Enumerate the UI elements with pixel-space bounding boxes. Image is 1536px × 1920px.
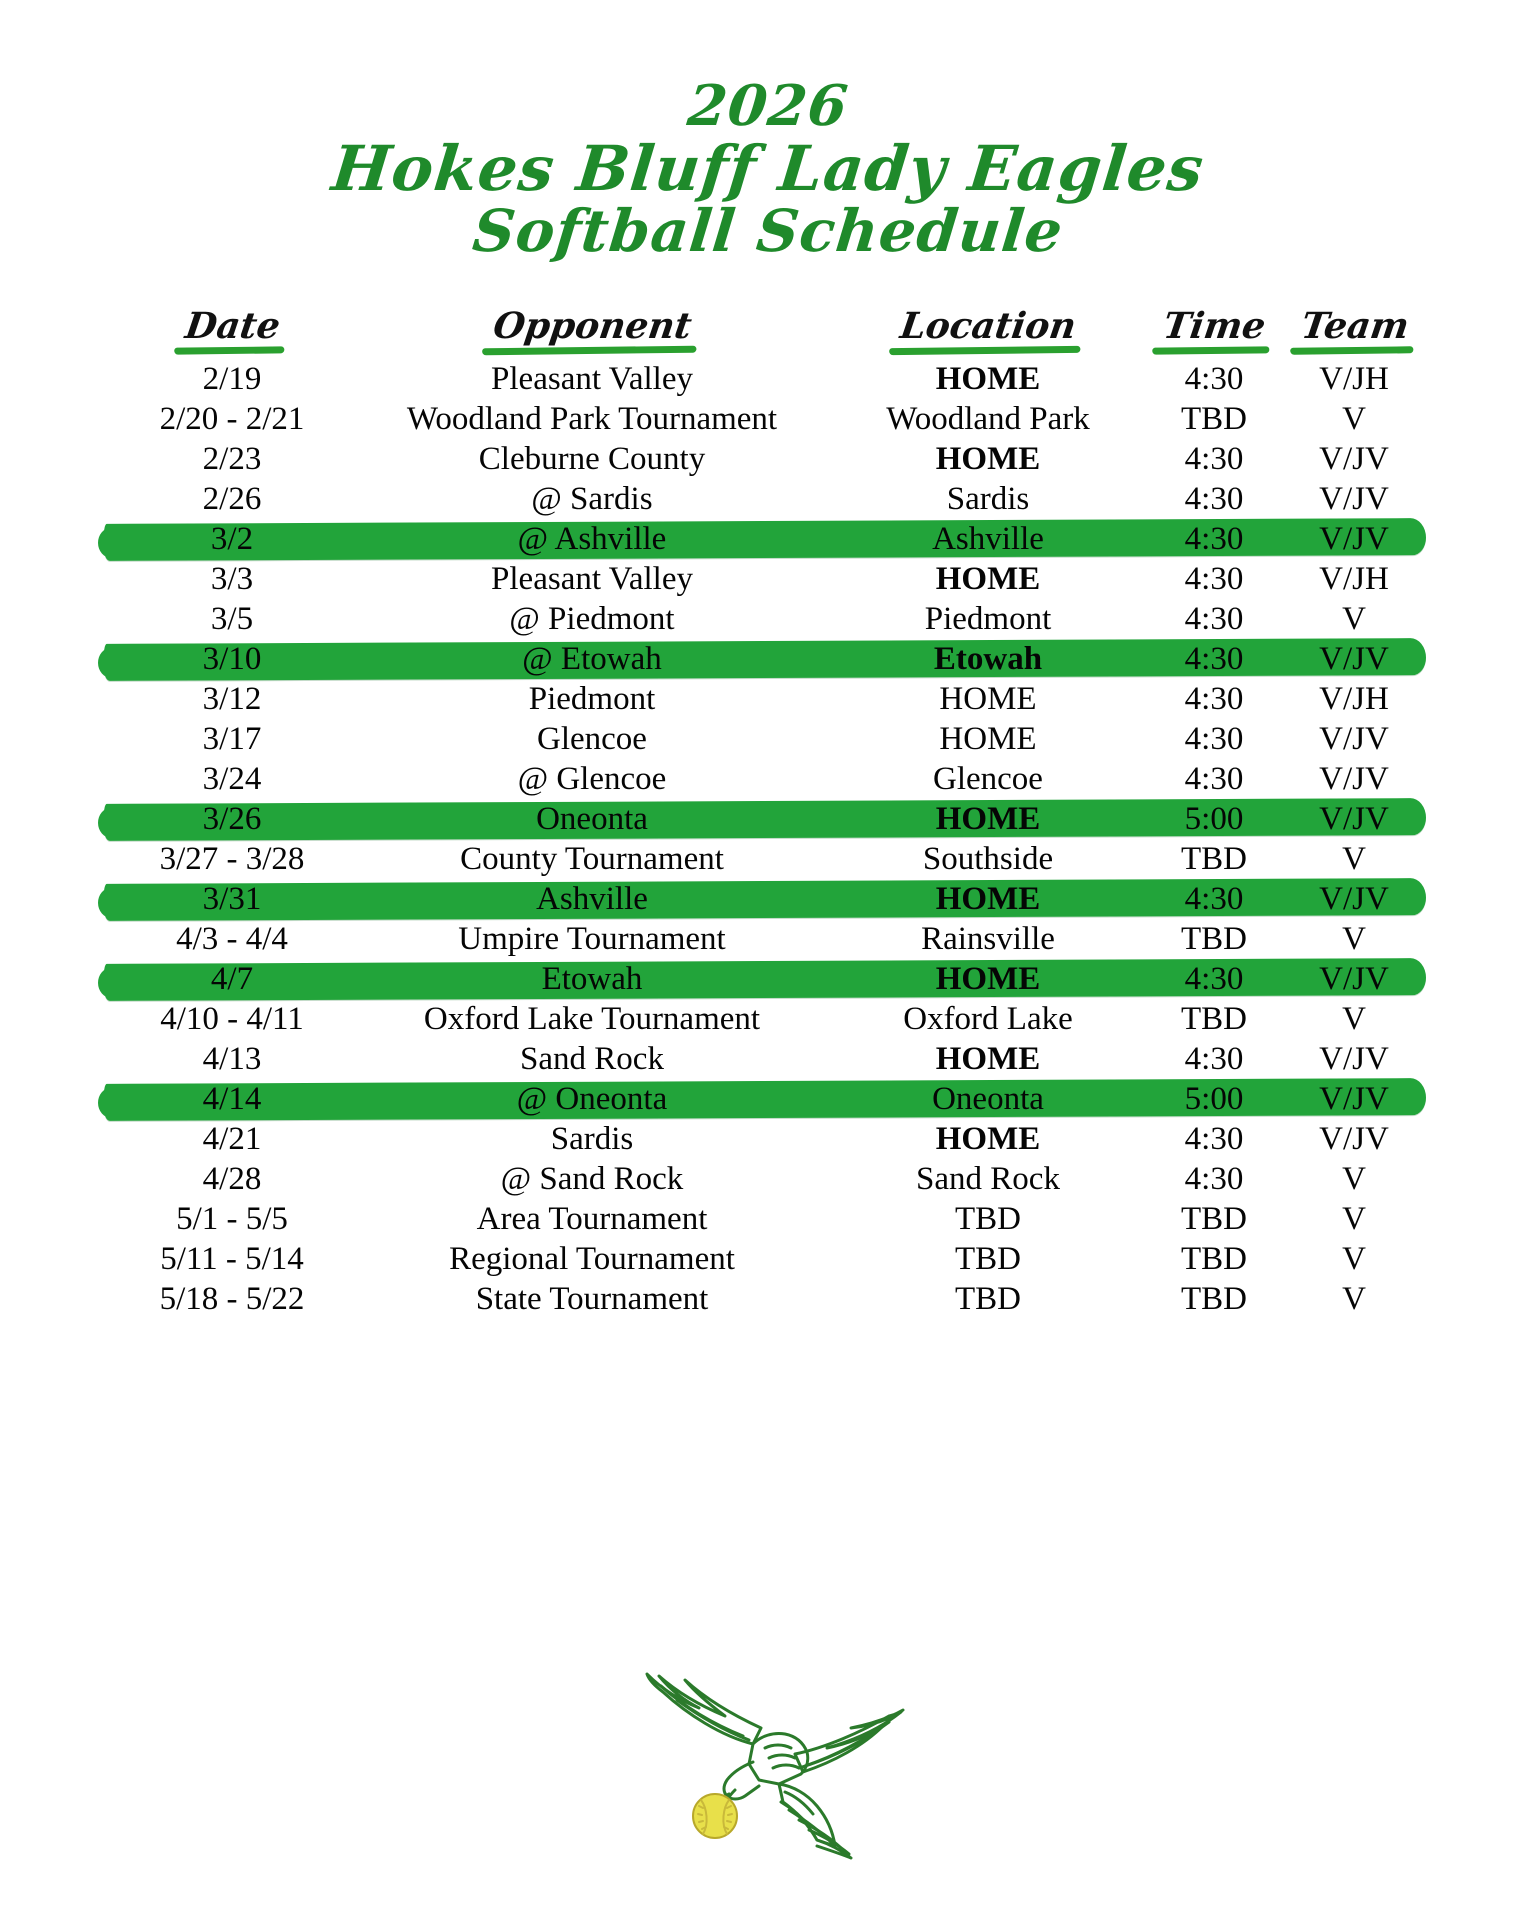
cell-date: 3/24 (202, 761, 262, 797)
cell-opponent: Glencoe (537, 721, 647, 757)
cell-opponent: Piedmont (528, 681, 656, 717)
header-label-opponent: Opponent (482, 308, 702, 354)
table-row (118, 720, 1418, 760)
cell-location: Oxford Lake (903, 1001, 1073, 1037)
table-header-row (118, 304, 1418, 360)
table-row (118, 760, 1418, 800)
cell-date: 2/19 (202, 361, 262, 397)
cell-team: V/JV (1319, 961, 1389, 997)
table-row (118, 880, 1418, 920)
table-row (118, 1120, 1418, 1160)
cell-time: 4:30 (1184, 521, 1244, 557)
cell-date: 3/12 (202, 681, 262, 717)
header-label-date: Date (174, 308, 291, 354)
cell-opponent: @ Etowah (522, 641, 662, 677)
table-row (118, 1080, 1418, 1120)
table-row (118, 840, 1418, 880)
cell-location: Glencoe (933, 761, 1043, 797)
cell-time: 4:30 (1184, 881, 1244, 917)
cell-location: HOME (935, 961, 1041, 997)
cell-team: V/JV (1319, 1041, 1389, 1077)
cell-time: 4:30 (1184, 641, 1244, 677)
cell-team: V/JH (1319, 361, 1389, 397)
cell-date: 3/26 (202, 801, 262, 837)
cell-date: 5/18 - 5/22 (159, 1281, 305, 1317)
title-subtitle: Softball Schedule (469, 197, 1067, 266)
cell-time: 4:30 (1184, 721, 1244, 757)
cell-opponent: Etowah (541, 961, 643, 997)
table-row (118, 1000, 1418, 1040)
cell-date: 3/17 (202, 721, 262, 757)
cell-date: 4/13 (202, 1041, 262, 1077)
cell-team: V/JH (1319, 561, 1389, 597)
cell-location: TBD (955, 1241, 1021, 1277)
cell-team: V (1342, 1201, 1366, 1237)
cell-time: TBD (1181, 841, 1247, 877)
cell-time: TBD (1181, 1241, 1247, 1277)
cell-opponent: Pleasant Valley (491, 561, 693, 597)
cell-team: V/JV (1319, 481, 1389, 517)
table-row (118, 400, 1418, 440)
cell-location: Ashville (932, 521, 1044, 557)
cell-date: 3/5 (210, 601, 254, 637)
cell-opponent: Oxford Lake Tournament (423, 1001, 761, 1037)
table-row (118, 960, 1418, 1000)
cell-location: Sardis (946, 481, 1030, 517)
cell-opponent: Area Tournament (476, 1201, 708, 1237)
cell-team: V/JV (1319, 441, 1389, 477)
cell-location: HOME (935, 361, 1041, 397)
cell-location: Piedmont (924, 601, 1052, 637)
cell-location: TBD (955, 1281, 1021, 1317)
cell-opponent: Sand Rock (520, 1041, 664, 1077)
cell-date: 3/3 (210, 561, 254, 597)
cell-date: 5/11 - 5/14 (160, 1241, 304, 1277)
cell-opponent: Cleburne County (478, 441, 706, 477)
eagle-with-softball-logo (0, 1644, 1536, 1894)
header-label-time: Time (1152, 308, 1276, 354)
table-row (118, 440, 1418, 480)
table-row (118, 520, 1418, 560)
cell-opponent: Woodland Park Tournament (406, 401, 778, 437)
cell-opponent: Regional Tournament (449, 1241, 735, 1277)
cell-team: V (1342, 601, 1366, 637)
cell-opponent: Oneonta (536, 801, 648, 837)
cell-time: TBD (1181, 1281, 1247, 1317)
cell-time: 4:30 (1184, 361, 1244, 397)
cell-opponent: Umpire Tournament (458, 921, 726, 957)
cell-date: 3/31 (202, 881, 262, 917)
cell-time: TBD (1181, 401, 1247, 437)
cell-opponent: @ Sardis (531, 481, 653, 517)
cell-time: 4:30 (1184, 1041, 1244, 1077)
cell-location: HOME (939, 721, 1037, 757)
schedule-container (118, 304, 1418, 1320)
table-row (118, 360, 1418, 400)
cell-time: 5:00 (1184, 801, 1244, 837)
cell-date: 4/21 (202, 1121, 262, 1157)
column-header-date (118, 304, 346, 360)
cell-date: 5/1 - 5/5 (176, 1201, 288, 1237)
cell-date: 4/28 (202, 1161, 262, 1197)
cell-team: V/JV (1319, 761, 1389, 797)
cell-time: 4:30 (1184, 1121, 1244, 1157)
cell-team: V/JV (1319, 1121, 1389, 1157)
table-row (118, 1160, 1418, 1200)
cell-location: HOME (935, 1121, 1041, 1157)
cell-location: HOME (935, 441, 1041, 477)
schedule-table (118, 304, 1418, 1320)
cell-date: 4/3 - 4/4 (176, 921, 288, 957)
cell-team: V/JV (1319, 721, 1389, 757)
cell-team: V (1342, 1161, 1366, 1197)
cell-team: V/JV (1319, 1081, 1389, 1117)
cell-team: V/JV (1319, 801, 1389, 837)
cell-time: TBD (1181, 921, 1247, 957)
cell-location: Etowah (933, 641, 1043, 677)
column-header-opponent (346, 304, 838, 360)
cell-location: Woodland Park (886, 401, 1090, 437)
cell-location: HOME (935, 1041, 1041, 1077)
page-title (0, 0, 1536, 266)
table-row (118, 1200, 1418, 1240)
cell-opponent: State Tournament (475, 1281, 709, 1317)
cell-date: 2/20 - 2/21 (159, 401, 305, 437)
cell-location: HOME (935, 881, 1041, 917)
header-label-location: Location (889, 308, 1087, 354)
cell-date: 4/14 (202, 1081, 262, 1117)
cell-opponent: County Tournament (460, 841, 724, 877)
cell-date: 4/7 (210, 961, 254, 997)
cell-date: 4/10 - 4/11 (160, 1001, 304, 1037)
table-row (118, 480, 1418, 520)
cell-location: HOME (939, 681, 1037, 717)
cell-location: Sand Rock (916, 1161, 1060, 1197)
cell-time: 4:30 (1184, 761, 1244, 797)
cell-time: 5:00 (1184, 1081, 1244, 1117)
cell-date: 2/26 (202, 481, 262, 517)
cell-team: V/JV (1319, 641, 1389, 677)
cell-date: 3/27 - 3/28 (159, 841, 305, 877)
cell-location: HOME (935, 801, 1041, 837)
cell-team: V/JV (1319, 881, 1389, 917)
table-row (118, 560, 1418, 600)
cell-date: 3/2 (210, 521, 254, 557)
cell-time: 4:30 (1184, 961, 1244, 997)
column-header-team (1290, 304, 1418, 360)
eagle-icon (603, 1644, 933, 1894)
cell-team: V (1342, 401, 1366, 437)
table-row (118, 1040, 1418, 1080)
cell-opponent: @ Piedmont (509, 601, 675, 637)
title-year: 2026 (684, 73, 852, 139)
cell-opponent: @ Ashville (517, 521, 667, 557)
schedule-body (118, 360, 1418, 1320)
cell-team: V (1342, 921, 1366, 957)
cell-location: Rainsville (921, 921, 1055, 957)
cell-team: V/JH (1319, 681, 1389, 717)
table-row (118, 1240, 1418, 1280)
table-row (118, 920, 1418, 960)
table-row (118, 1280, 1418, 1320)
cell-opponent: @ Oneonta (516, 1081, 668, 1117)
cell-opponent: Ashville (536, 881, 648, 917)
cell-time: 4:30 (1184, 441, 1244, 477)
cell-time: 4:30 (1184, 561, 1244, 597)
cell-team: V (1342, 1281, 1366, 1317)
cell-team: V (1342, 1001, 1366, 1037)
table-row (118, 800, 1418, 840)
cell-team: V/JV (1319, 521, 1389, 557)
table-row (118, 640, 1418, 680)
cell-opponent: @ Sand Rock (500, 1161, 684, 1197)
cell-location: HOME (935, 561, 1041, 597)
cell-time: 4:30 (1184, 481, 1244, 517)
cell-location: TBD (955, 1201, 1021, 1237)
cell-location: Oneonta (932, 1081, 1044, 1117)
cell-time: 4:30 (1184, 601, 1244, 637)
cell-time: 4:30 (1184, 1161, 1244, 1197)
cell-location: Southside (922, 841, 1054, 877)
header-label-team: Team (1289, 308, 1418, 354)
cell-team: V (1342, 841, 1366, 877)
cell-time: TBD (1181, 1001, 1247, 1037)
cell-time: 4:30 (1184, 681, 1244, 717)
table-row (118, 680, 1418, 720)
cell-time: TBD (1181, 1201, 1247, 1237)
cell-date: 2/23 (202, 441, 262, 477)
cell-opponent: @ Glencoe (517, 761, 667, 797)
cell-opponent: Pleasant Valley (491, 361, 693, 397)
cell-opponent: Sardis (550, 1121, 634, 1157)
cell-team: V (1342, 1241, 1366, 1277)
column-header-location (838, 304, 1138, 360)
title-team: Hokes Bluff Lady Eagles (328, 132, 1208, 206)
softball-icon (693, 1794, 737, 1838)
column-header-time (1138, 304, 1290, 360)
table-row (118, 600, 1418, 640)
cell-date: 3/10 (202, 641, 262, 677)
